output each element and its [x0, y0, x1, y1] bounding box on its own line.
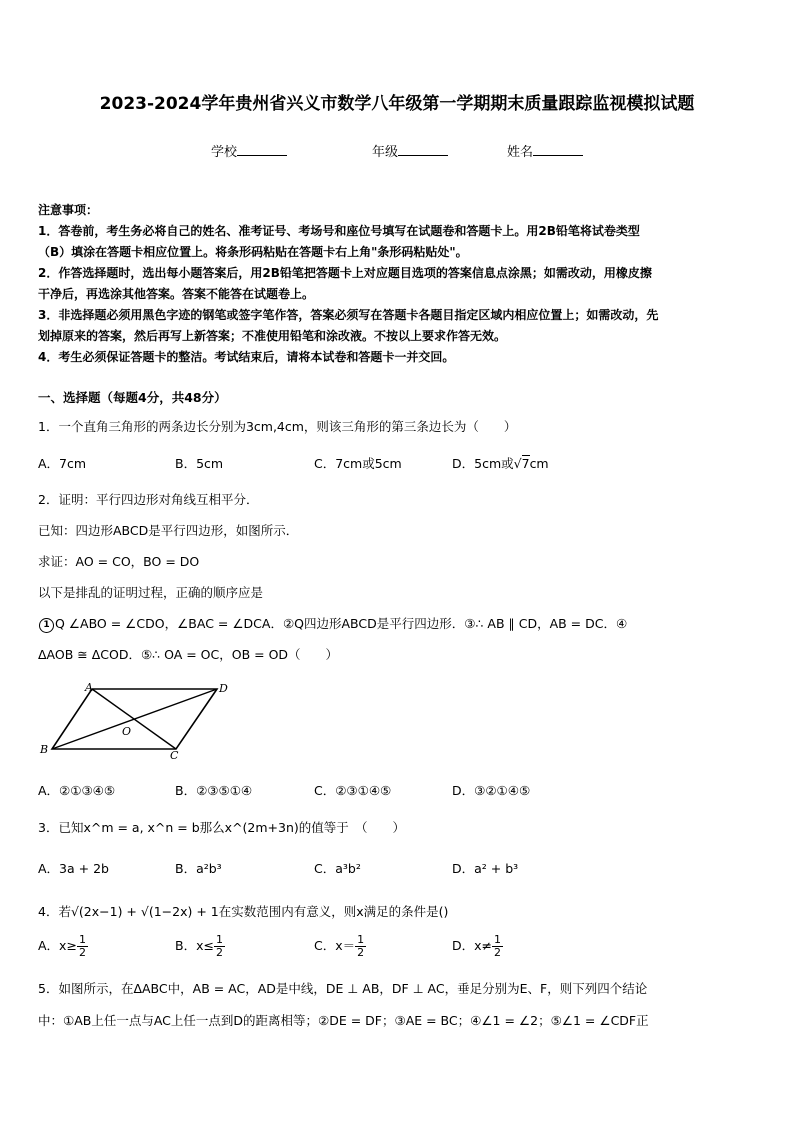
notice-line: 3．非选择题必须用黑色字迹的钢笔或签字笔作答，答案必须写在答题卡各题目指定区域内相应位置上；如需改动，先: [38, 308, 659, 322]
q3-option-b[interactable]: B．a²b³: [175, 861, 222, 876]
question-2-steps-line2: ΔAOB ≅ ΔCOD．⑤∴ OA = OC，OB = OD（ ）: [38, 647, 339, 662]
section-heading: 一、选择题（每题4分，共48分）: [38, 390, 227, 405]
notice-line: 干净后，再选涂其他答案。答案不能答在试题卷上。: [38, 287, 315, 301]
q1-option-d-post: cm: [529, 456, 549, 471]
q4-option-b-text: B．x≤: [175, 938, 214, 953]
q3-option-d[interactable]: D．a² + b³: [452, 861, 519, 876]
name-blank[interactable]: [533, 143, 583, 156]
exam-title: 2023-2024学年贵州省兴义市数学八年级第一学期期末质量跟踪监视模拟试题: [99, 94, 695, 114]
q3-option-a[interactable]: A．3a + 2b: [38, 861, 109, 876]
q1-option-d-pre: D．5cm或: [452, 456, 514, 471]
fraction-num: 1: [357, 933, 365, 946]
name-field: [507, 141, 583, 160]
q1-option-d[interactable]: [452, 454, 549, 472]
q4-option-a[interactable]: [38, 934, 88, 959]
question-5-line2: 中：①AB上任一点与AC上任一点到D的距离相等；②DE = DF；③AE = BC；④∠1 = ∠2；⑤∠1 = ∠CDF正: [38, 1013, 649, 1028]
q1-option-c[interactable]: C．7cm或5cm: [314, 456, 402, 471]
vertex-label-b: B: [40, 743, 49, 756]
question-5-line1: 5．如图所示，在ΔABC中，AB = AC，AD是中线，DE ⊥ AB，DF ⊥ AC，垂足分别为E、F，则下列四个结论: [38, 981, 648, 996]
fraction-den: 2: [494, 946, 501, 959]
q4-option-c-text: C．x＝: [314, 938, 356, 953]
fraction-den: 2: [357, 946, 365, 959]
school-field: [211, 141, 287, 160]
parallelogram-figure: [38, 680, 238, 770]
school-label: 学校: [211, 145, 238, 160]
fraction-half: [214, 934, 225, 959]
fraction-half: [77, 934, 88, 959]
question-2-stem: 2．证明：平行四边形对角线互相平分．: [38, 492, 259, 507]
question-2-known: 已知：四边形ABCD是平行四边形，如图所示．: [38, 523, 299, 538]
q1-option-b[interactable]: B．5cm: [175, 456, 224, 471]
q2-option-b[interactable]: B．②③⑤①④: [175, 783, 253, 798]
center-label-o: O: [122, 725, 132, 738]
fraction-den: 2: [78, 946, 86, 959]
notice-line: 划掉原来的答案，然后再写上新答案；不准使用铅笔和涂改液。不按以上要求作答无效。: [38, 329, 507, 343]
q1-option-a[interactable]: A．7cm: [38, 456, 87, 471]
vertex-label-d: D: [219, 682, 228, 695]
q4-option-d[interactable]: [452, 934, 503, 959]
q4-option-c[interactable]: [314, 934, 366, 959]
fraction-num: 1: [78, 933, 86, 946]
notice-heading: 注意事项：: [38, 203, 99, 217]
sqrt-symbol: √: [513, 456, 522, 471]
grade-field: [372, 141, 448, 160]
question-2-order: 以下是排乱的证明过程，正确的顺序应是: [38, 585, 264, 600]
notice-line: 1．答卷前，考生务必将自己的姓名、准考证号、考场号和座位号填写在试题卷和答题卡上。用2B铅笔将试卷类型: [38, 224, 640, 238]
fraction-den: 2: [215, 946, 223, 959]
grade-label: 年级: [372, 145, 399, 160]
fraction-half: [492, 934, 503, 959]
q3-option-c[interactable]: C．a³b²: [314, 861, 361, 876]
step-marker-icon: 1: [39, 618, 54, 633]
q2-steps-text1: Q ∠ABO = ∠CDO，∠BAC = ∠DCA．②Q四边形ABCD是平行四边形．③∴ AB ∥ CD，AB = DC．④: [55, 616, 628, 631]
q1-option-d-radicand: 7: [521, 456, 530, 471]
q4-option-d-text: D．x≠: [452, 938, 492, 953]
q2-option-a[interactable]: A．②①③④⑤: [38, 783, 116, 798]
fraction-half: [355, 934, 366, 959]
notice-line: 4．考生必须保证答题卡的整洁。考试结束后，请将本试卷和答题卡一并交回。: [38, 350, 455, 364]
name-label: 姓名: [507, 145, 534, 160]
school-blank[interactable]: [237, 143, 287, 156]
vertex-label-c: C: [170, 749, 179, 762]
grade-blank[interactable]: [398, 143, 448, 156]
q4-option-b[interactable]: [175, 934, 225, 959]
notice-line: （B）填涂在答题卡相应位置上。将条形码粘贴在答题卡右上角"条形码粘贴处"。: [38, 245, 468, 259]
question-2-prove: 求证：AO = CO，BO = DO: [38, 554, 200, 569]
q2-option-d[interactable]: D．③②①④⑤: [452, 783, 531, 798]
question-3-stem: 3．已知x^m = a, x^n = b那么x^(2m+3n)的值等于 （ ）: [38, 820, 406, 835]
q2-option-c[interactable]: C．②③①④⑤: [314, 783, 392, 798]
fraction-num: 1: [494, 933, 501, 946]
question-2-steps-line1: [38, 614, 627, 633]
q4-option-a-text: A．x≥: [38, 938, 77, 953]
question-4-stem: 4．若√(2x−1) + √(1−2x) + 1在实数范围内有意义，则x满足的条件是(): [38, 904, 449, 919]
vertex-label-a: A: [85, 681, 93, 694]
fraction-num: 1: [215, 933, 223, 946]
question-1-stem: 1．一个直角三角形的两条边长分别为3cm,4cm，则该三角形的第三条边长为（ ）: [38, 419, 517, 434]
diagonal-bd: [52, 689, 217, 749]
notice-line: 2．作答选择题时，选出每小题答案后，用2B铅笔把答题卡上对应题目选项的答案信息点涂黑；如需改动，用橡皮擦: [38, 266, 652, 280]
